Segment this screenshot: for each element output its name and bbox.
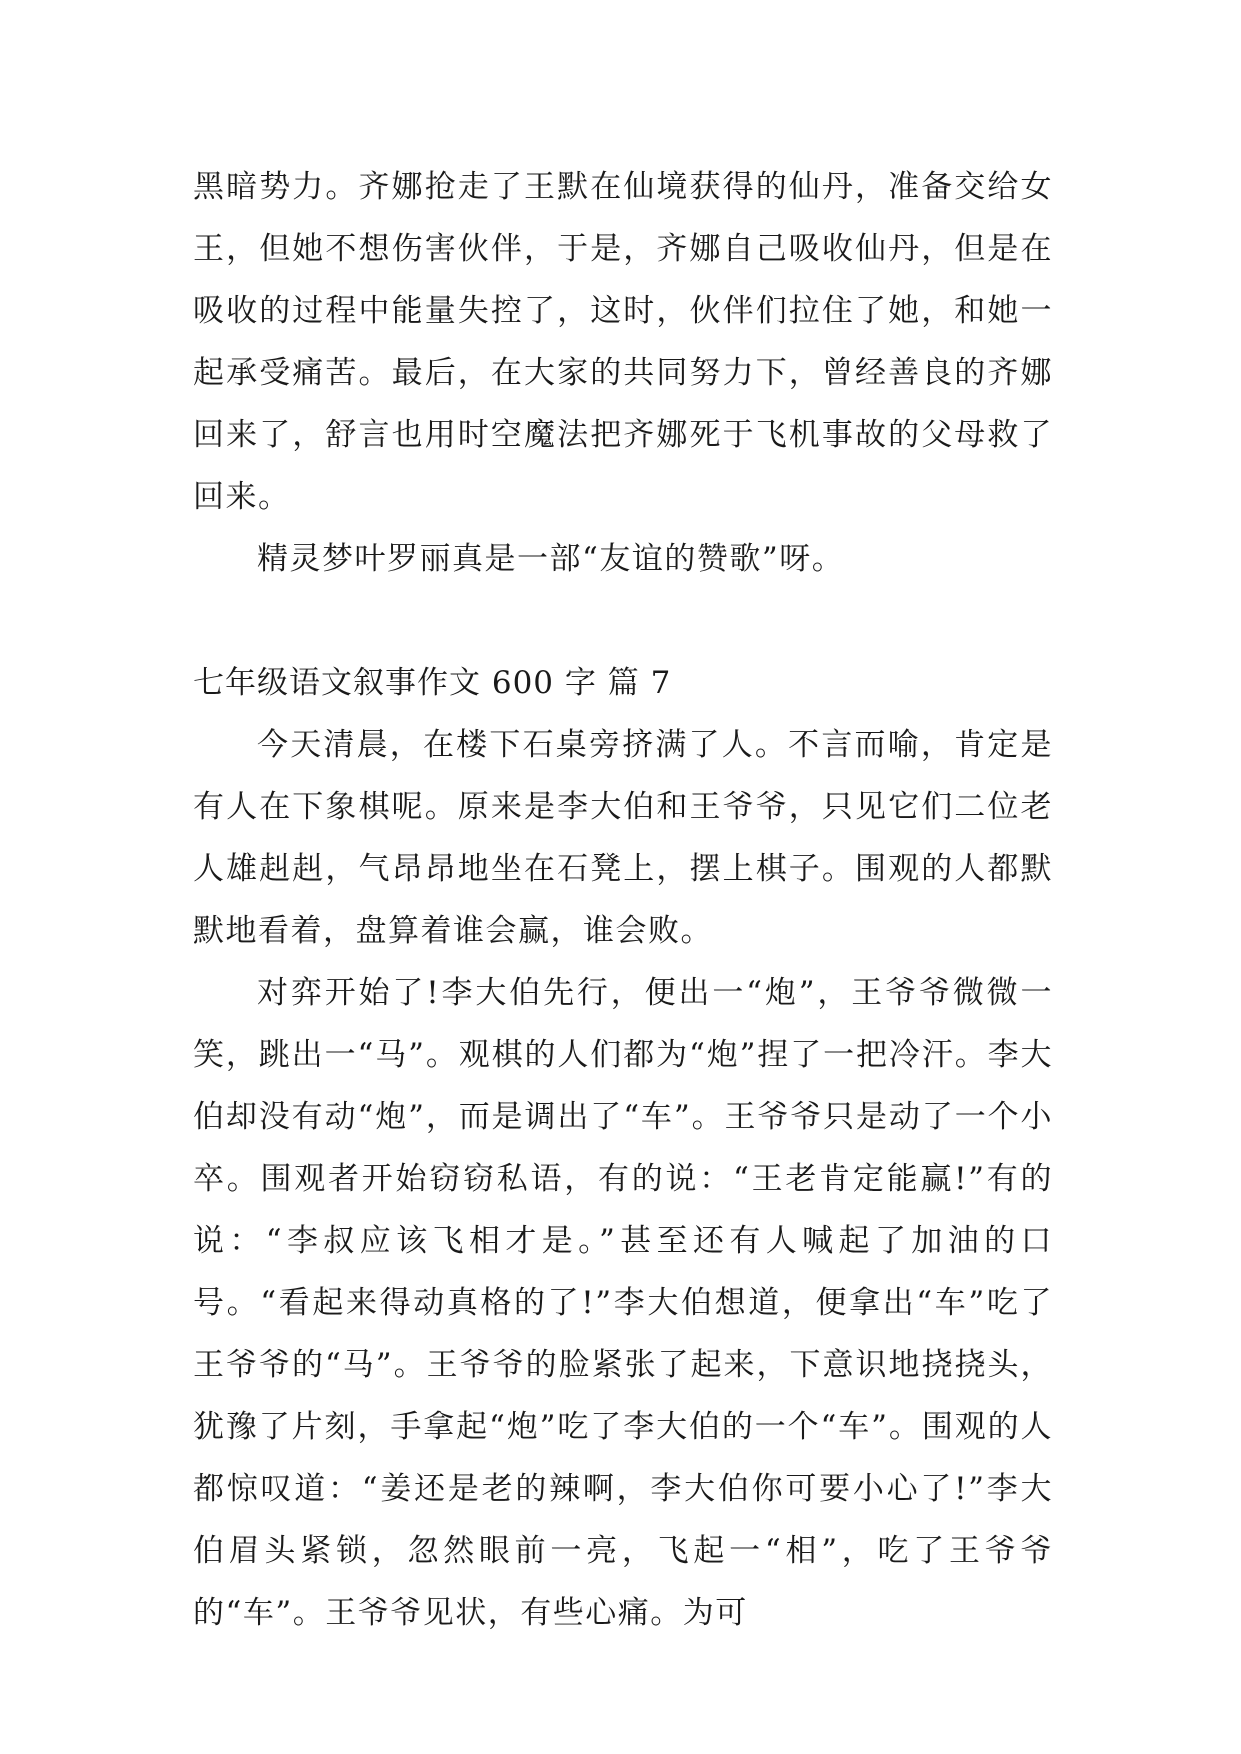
paragraph-intro: 今天清晨，在楼下石桌旁挤满了人。不言而喻，肯定是有人在下象棋呢。原来是李大伯和王爷爷，只见它们二位老人雄赳赳，气昂昂地坐在石凳上，摆上棋子。围观的人都默默地看着，盘算着谁会赢，谁会败。: [193, 727, 1053, 949]
paragraph-continued: 黑暗势力。齐娜抢走了王默在仙境获得的仙丹，准备交给女王，但她不想伤害伙伴，于是，齐娜自己吸收仙丹，但是在吸收的过程中能量失控了，这时，伙伴们拉住了她，和她一起承受痛苦。最后，在大家的共同努力下，曾经善良的齐娜回来了，舒言也用时空魔法把齐娜死于飞机事故的父母救了回来。: [193, 169, 1053, 515]
document-body: [193, 156, 1053, 1644]
paragraph-game: 对弈开始了!李大伯先行，便出一“炮”，王爷爷微微一笑，跳出一“马”。观棋的人们都为“炮”捏了一把冷汗。李大伯却没有动“炮”，而是调出了“车”。王爷爷只是动了一个小卒。围观者开始窃窃私语，有的说：“王老肯定能赢!”有的说：“李叔应该飞相才是。”甚至还有人喊起了加油的口号。“看起来得动真格的了!”李大伯想道，便拿出“车”吃了王爷爷的“马”。王爷爷的脸紧张了起来，下意识地挠挠头，犹豫了片刻，手拿起“炮”吃了李大伯的一个“车”。围观的人都惊叹道：“姜还是老的辣啊，李大伯你可要小心了!”李大伯眉头紧锁，忽然眼前一亮，飞起一“相”，吃了王爷爷的“车”。王爷爷见状，有些心痛。为可: [193, 975, 1053, 1631]
section-gap: [193, 590, 1053, 652]
section-title: 七年级语文叙事作文 600 字 篇 7: [193, 665, 672, 701]
paragraph-conclusion: 精灵梦叶罗丽真是一部“友谊的赞歌”呀。: [257, 541, 845, 577]
